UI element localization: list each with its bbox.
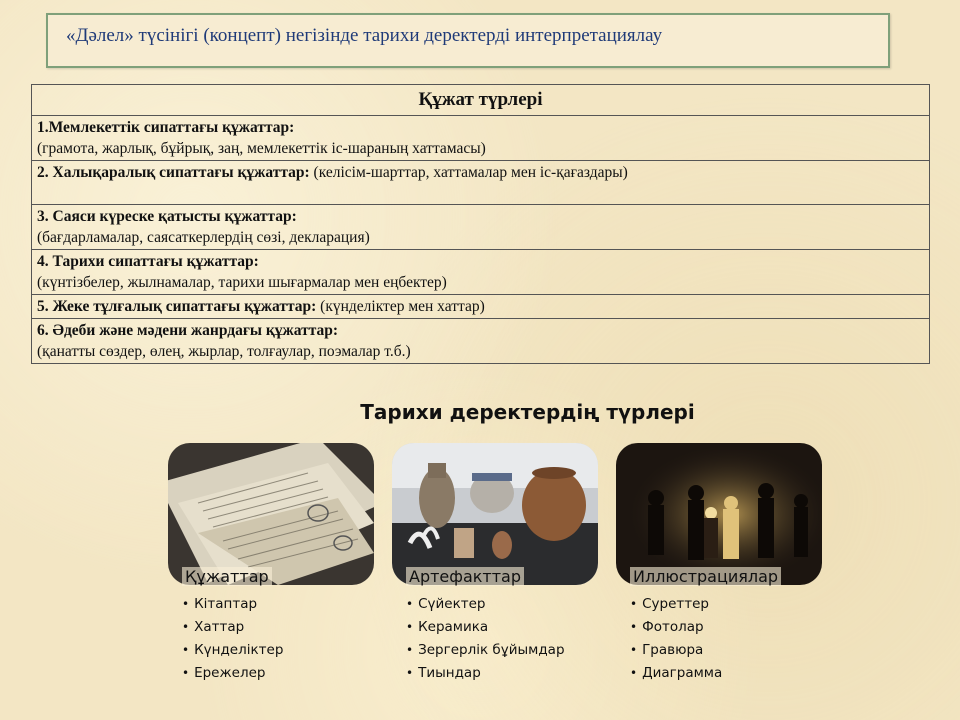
table-row — [32, 250, 930, 295]
row-text: (грамота, жарлық, бұйрық, заң, мемлекеттік іс-шараның хаттамасы) — [37, 140, 486, 157]
card-label: Құжаттар — [182, 567, 272, 586]
row-title: 2. Халықаралық сипаттағы құжаттар: — [37, 164, 310, 181]
documents-photo — [168, 443, 374, 585]
row-text: (күнтізбелер, жылнамалар, тарихи шығармалар мен еңбектер) — [37, 274, 447, 291]
card-documents — [168, 443, 374, 681]
row-text: (қанатты сөздер, өлең, жырлар, толғаулар, поэмалар т.б.) — [37, 343, 411, 360]
card-list — [182, 593, 283, 685]
title-box — [46, 13, 890, 68]
table-cell — [32, 205, 930, 250]
list-item: • Керамика — [406, 616, 565, 639]
section-title: Тарихи деректердің түрлері — [360, 400, 695, 424]
row-text: (бағдарламалар, саясаткерлердің сөзі, декларация) — [37, 229, 370, 246]
card-list — [406, 593, 565, 685]
card-illustrations — [616, 443, 822, 681]
table-row — [32, 295, 930, 319]
row-title: 6. Әдеби және мәдени жанрдағы құжаттар: — [37, 322, 339, 339]
row-text: (күнделіктер мен хаттар) — [316, 298, 485, 315]
list-item: • Хаттар — [182, 616, 283, 639]
table-cell — [32, 295, 930, 319]
list-item: • Күнделіктер — [182, 639, 283, 662]
card-label: Иллюстрациялар — [630, 567, 781, 586]
table-cell — [32, 319, 930, 364]
list-item: • Зергерлік бұйымдар — [406, 639, 565, 662]
table-cell — [32, 161, 930, 205]
row-title: 3. Саяси күреске қатысты құжаттар: — [37, 208, 297, 225]
illustrations-photo — [616, 443, 822, 585]
list-item: • Суреттер — [630, 593, 722, 616]
table-row — [32, 319, 930, 364]
card-list — [630, 593, 722, 685]
card-label: Артефакттар — [406, 567, 524, 586]
table-row — [32, 205, 930, 250]
document-types-table — [31, 84, 930, 364]
list-item: • Сүйектер — [406, 593, 565, 616]
list-item: • Тиындар — [406, 662, 565, 685]
row-title: 1.Мемлекеттік сипаттағы құжаттар: — [37, 119, 295, 136]
list-item: • Кітаптар — [182, 593, 283, 616]
row-title: 5. Жеке тұлғалық сипаттағы құжаттар: — [37, 298, 317, 315]
artifacts-photo — [392, 443, 598, 585]
table-row — [32, 161, 930, 205]
row-text: (келісім-шарттар, хаттамалар мен іс-қағаздары) — [309, 164, 628, 181]
list-item: • Диаграмма — [630, 662, 722, 685]
table-cell — [32, 250, 930, 295]
slide-title: «Дәлел» түсінігі (концепт) негізінде тарихи деректерді интерпретациялау — [66, 25, 663, 46]
table-header-row — [32, 85, 930, 116]
table-heading: Құжат түрлері — [32, 85, 930, 116]
card-artifacts — [392, 443, 598, 681]
list-item: • Ережелер — [182, 662, 283, 685]
table-row — [32, 116, 930, 161]
list-item: • Гравюра — [630, 639, 722, 662]
list-item: • Фотолар — [630, 616, 722, 639]
table-cell — [32, 116, 930, 161]
row-title: 4. Тарихи сипаттағы құжаттар: — [37, 253, 259, 270]
